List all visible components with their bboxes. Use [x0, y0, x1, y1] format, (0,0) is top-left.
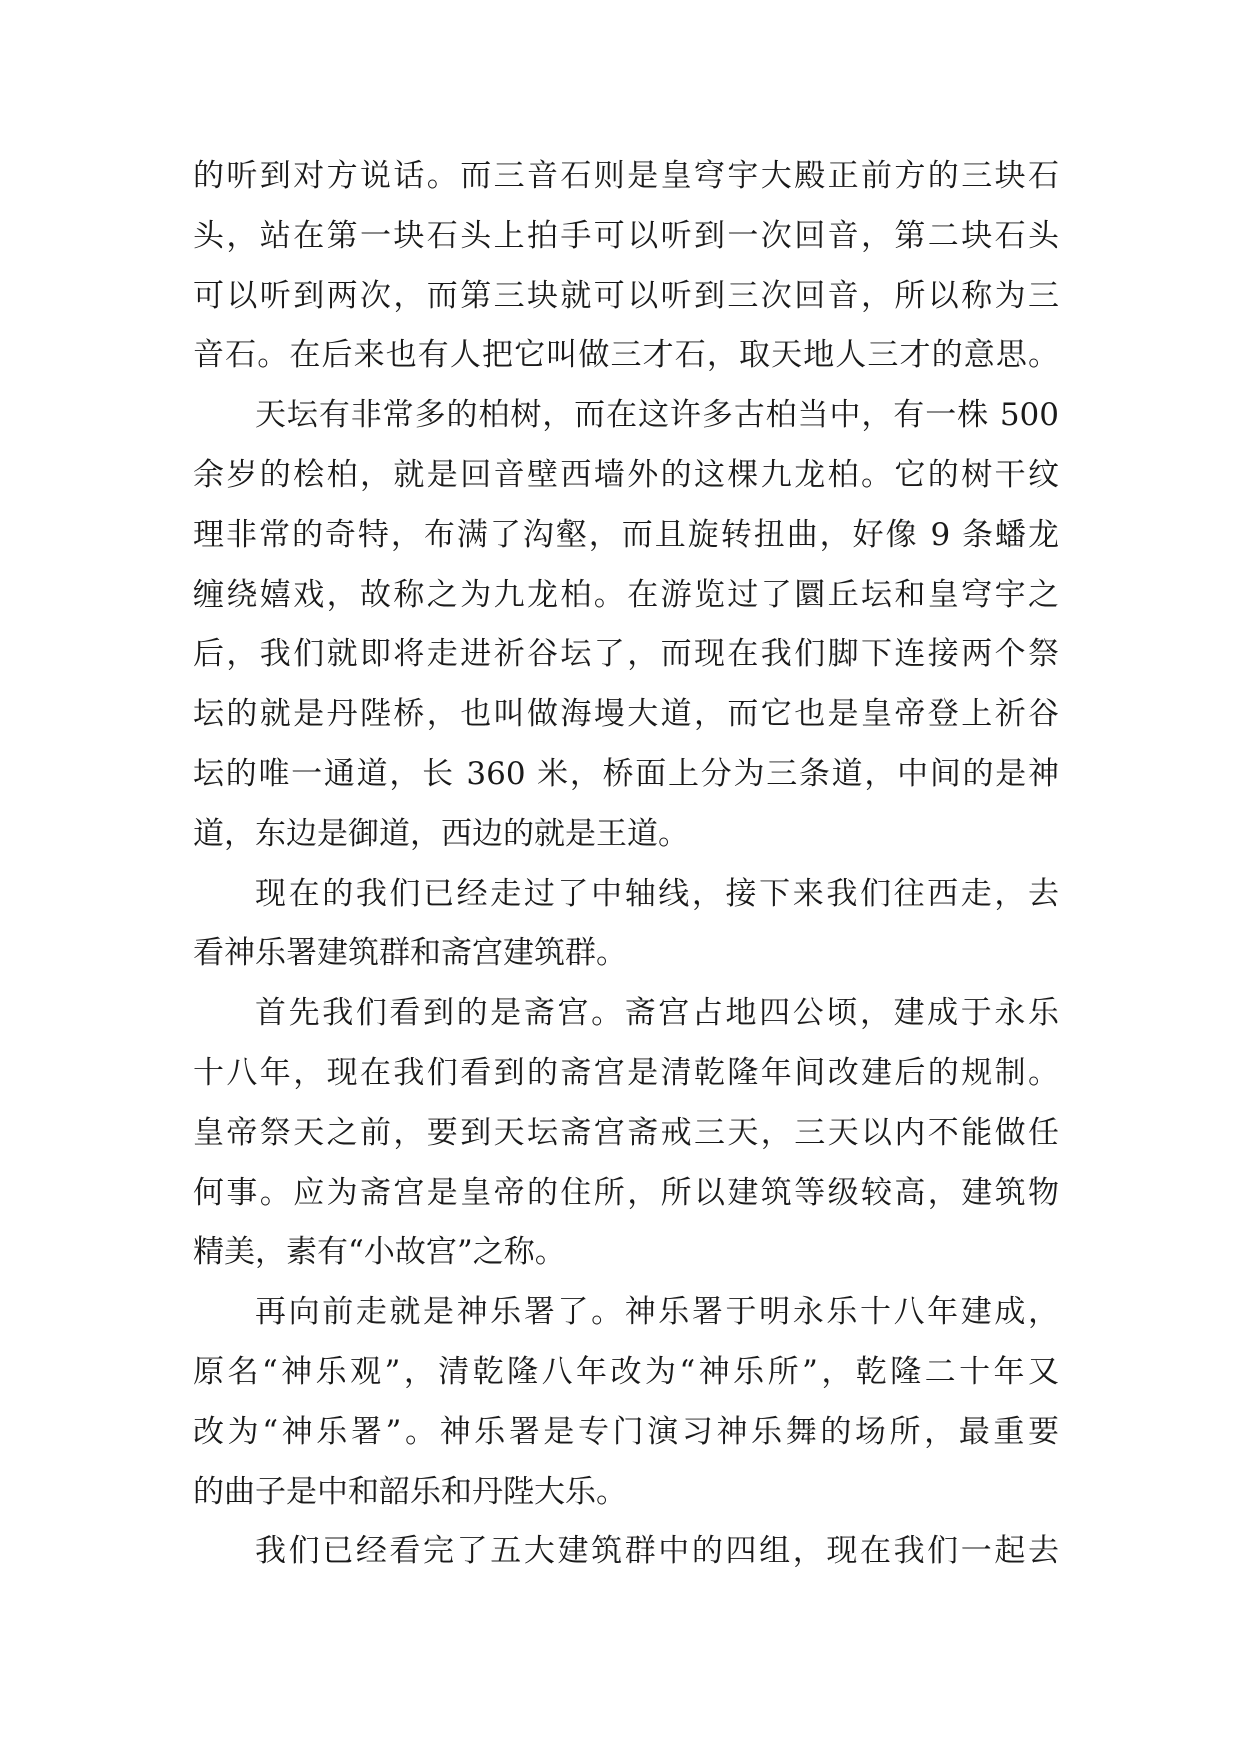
paragraph-last-line: 精美，素有“小故宫”之称。 [193, 1234, 566, 1271]
paragraph-first-line: 现在的我们已经走过了中轴线，接下来我们往西走，去 [255, 875, 1059, 912]
text-line: 坛的唯一通道，长 360 米，桥面上分为三条道，中间的是神 [193, 755, 1059, 792]
paragraph-first-line: 首先我们看到的是斋宫。斋宫占地四公顷，建成于永乐 [255, 995, 1059, 1032]
paragraph-first-line: 天坛有非常多的柏树，而在这许多古柏当中，有一株 500 [255, 397, 1059, 434]
paragraph-last-line: 道，东边是御道，西边的就是王道。 [193, 815, 689, 852]
document-body [193, 147, 1059, 1582]
text-line: 后，我们就即将走进祈谷坛了，而现在我们脚下连接两个祭 [193, 636, 1059, 673]
text-line: 音石。在后来也有人把它叫做三才石，取天地人三才的意思。 [193, 337, 1059, 374]
paragraph-first-line: 我们已经看完了五大建筑群中的四组，现在我们一起去 [255, 1533, 1059, 1570]
text-line: 改为“神乐署”。神乐署是专门演习神乐舞的场所，最重要 [193, 1413, 1059, 1450]
text-line: 缠绕嬉戏，故称之为九龙柏。在游览过了圜丘坛和皇穹宇之 [193, 576, 1059, 613]
text-line: 坛的就是丹陛桥，也叫做海墁大道，而它也是皇帝登上祈谷 [193, 696, 1059, 733]
text-line: 头，站在第一块石头上拍手可以听到一次回音，第二块石头 [193, 217, 1059, 254]
text-line: 何事。应为斋宫是皇帝的住所，所以建筑等级较高，建筑物 [193, 1174, 1059, 1211]
paragraph-last-line: 看神乐署建筑群和斋宫建筑群。 [193, 935, 627, 972]
text-line: 原名“神乐观”，清乾隆八年改为“神乐所”，乾隆二十年又 [193, 1353, 1059, 1390]
text-line: 理非常的奇特，布满了沟壑，而且旋转扭曲，好像 9 条蟠龙 [193, 516, 1059, 553]
text-line: 十八年，现在我们看到的斋宫是清乾隆年间改建后的规制。 [193, 1054, 1059, 1091]
paragraph-first-line: 再向前走就是神乐署了。神乐署于明永乐十八年建成， [255, 1294, 1059, 1331]
text-line: 可以听到两次，而第三块就可以听到三次回音，所以称为三 [193, 277, 1059, 314]
text-line: 皇帝祭天之前，要到天坛斋宫斋戒三天，三天以内不能做任 [193, 1114, 1059, 1151]
text-line: 的听到对方说话。而三音石则是皇穹宇大殿正前方的三块石 [193, 158, 1059, 194]
paragraph-last-line: 的曲子是中和韶乐和丹陛大乐。 [193, 1473, 627, 1510]
text-line: 余岁的桧柏，就是回音壁西墙外的这棵九龙柏。它的树干纹 [193, 456, 1059, 493]
